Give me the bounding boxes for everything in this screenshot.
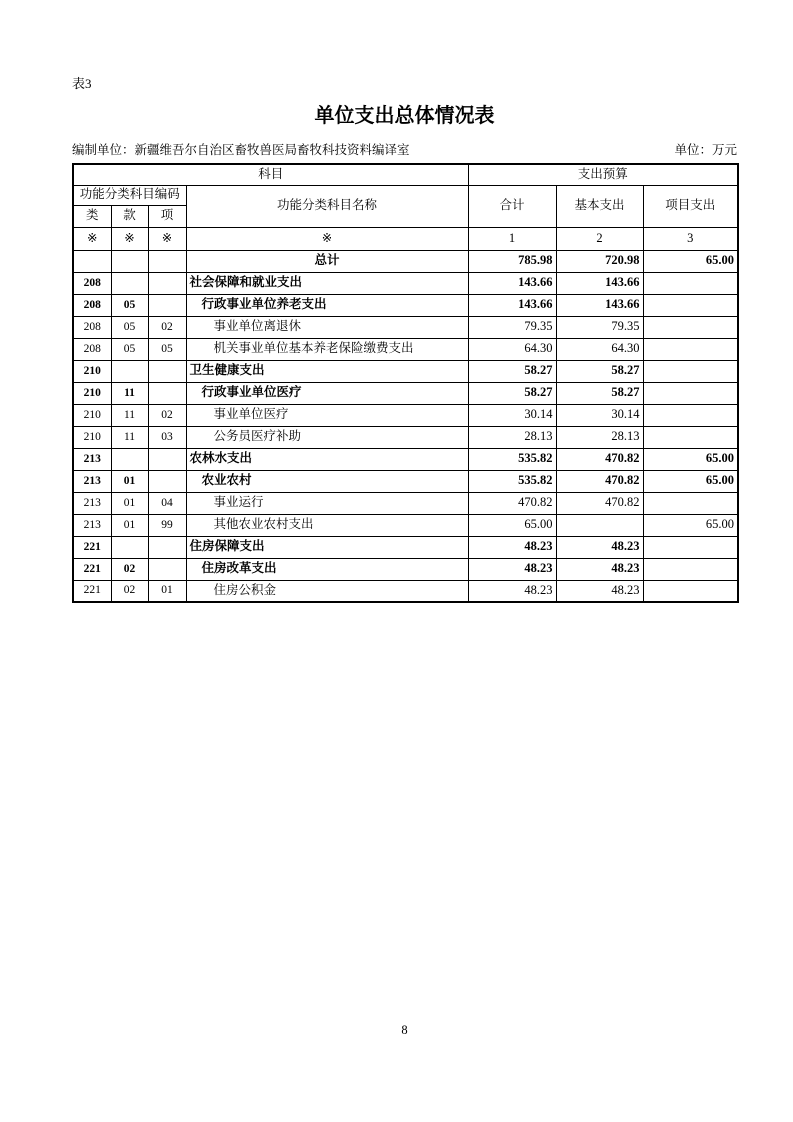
project-expense-cell — [643, 580, 738, 602]
total-amount-cell: 28.13 — [468, 426, 556, 448]
budget-group-header: 支出预算 — [468, 164, 738, 185]
basic-expense-cell: 143.66 — [556, 272, 643, 294]
total-number-cell: 1 — [468, 227, 556, 250]
project-expense-cell — [643, 536, 738, 558]
table-row — [73, 272, 738, 294]
document-content — [72, 0, 737, 1037]
basic-expense-cell: 64.30 — [556, 338, 643, 360]
table-row — [73, 382, 738, 404]
item-column-header: 项 — [148, 205, 186, 227]
total-amount-cell: 65.00 — [468, 514, 556, 536]
class-mark-cell: ※ — [73, 227, 111, 250]
section-code-cell: 11 — [111, 426, 148, 448]
basic-expense-cell: 58.27 — [556, 382, 643, 404]
subject-name-cell: 行政事业单位医疗 — [186, 382, 468, 404]
subject-name-cell: 住房公积金 — [186, 580, 468, 602]
item-code-cell: 05 — [148, 338, 186, 360]
class-code-cell: 208 — [73, 316, 111, 338]
item-code-cell: 01 — [148, 580, 186, 602]
item-mark-cell: ※ — [148, 227, 186, 250]
project-expense-cell — [643, 558, 738, 580]
item-code-cell: 02 — [148, 316, 186, 338]
class-code-cell: 213 — [73, 514, 111, 536]
basic-expense-cell: 48.23 — [556, 558, 643, 580]
section-code-cell: 02 — [111, 558, 148, 580]
basic-expense-cell: 30.14 — [556, 404, 643, 426]
item-code-cell — [148, 448, 186, 470]
table-row — [73, 338, 738, 360]
project-expense-cell: 65.00 — [643, 470, 738, 492]
subject-name-cell: 事业运行 — [186, 492, 468, 514]
class-code-cell: 213 — [73, 492, 111, 514]
subject-name-cell: 住房改革支出 — [186, 558, 468, 580]
class-code-cell: 210 — [73, 360, 111, 382]
item-code-cell: 03 — [148, 426, 186, 448]
section-code-cell: 05 — [111, 338, 148, 360]
unit-label: 单位：万元 — [674, 143, 737, 157]
total-amount-cell: 58.27 — [468, 360, 556, 382]
basic-expense-cell: 28.13 — [556, 426, 643, 448]
class-code-cell: 210 — [73, 404, 111, 426]
table-row — [73, 250, 738, 272]
subject-name-cell: 行政事业单位养老支出 — [186, 294, 468, 316]
class-code-cell: 208 — [73, 294, 111, 316]
name-column-header: 功能分类科目名称 — [186, 185, 468, 227]
project-expense-cell — [643, 316, 738, 338]
class-code-cell: 213 — [73, 470, 111, 492]
class-code-cell: 210 — [73, 426, 111, 448]
project-expense-cell: 65.00 — [643, 514, 738, 536]
section-mark-cell: ※ — [111, 227, 148, 250]
class-code-cell: 208 — [73, 338, 111, 360]
table-row — [73, 514, 738, 536]
section-column-header: 款 — [111, 205, 148, 227]
item-code-cell: 99 — [148, 514, 186, 536]
class-code-cell: 210 — [73, 382, 111, 404]
section-code-cell: 11 — [111, 404, 148, 426]
section-code-cell: 05 — [111, 294, 148, 316]
project-expense-cell — [643, 294, 738, 316]
subject-name-cell: 事业单位离退休 — [186, 316, 468, 338]
project-expense-cell — [643, 338, 738, 360]
project-number-cell: 3 — [643, 227, 738, 250]
total-column-header: 合计 — [468, 185, 556, 227]
class-column-header: 类 — [73, 205, 111, 227]
page-title: 单位支出总体情况表 — [314, 105, 495, 127]
total-amount-cell: 143.66 — [468, 294, 556, 316]
total-amount-cell: 58.27 — [468, 382, 556, 404]
section-code-cell: 11 — [111, 382, 148, 404]
class-code-cell: 208 — [73, 272, 111, 294]
subject-name-cell: 社会保障和就业支出 — [186, 272, 468, 294]
class-code-cell — [73, 250, 111, 272]
table-row — [73, 536, 738, 558]
total-amount-cell: 470.82 — [468, 492, 556, 514]
table-number-label: 表3 — [72, 76, 92, 91]
item-code-cell: 04 — [148, 492, 186, 514]
prepared-by-label: 编制单位：新疆维吾尔自治区畜牧兽医局畜牧科技资料编译室 — [72, 143, 410, 157]
item-code-cell — [148, 250, 186, 272]
page-number: 8 — [401, 1023, 408, 1037]
project-expense-cell — [643, 360, 738, 382]
project-expense-cell — [643, 426, 738, 448]
project-expense-cell — [643, 404, 738, 426]
header-row-marks — [73, 227, 738, 250]
basic-expense-cell: 720.98 — [556, 250, 643, 272]
basic-expense-cell: 470.82 — [556, 470, 643, 492]
total-amount-cell: 143.66 — [468, 272, 556, 294]
item-code-cell — [148, 360, 186, 382]
header-row-groups — [73, 164, 738, 185]
project-expense-cell — [643, 272, 738, 294]
subject-name-cell: 卫生健康支出 — [186, 360, 468, 382]
item-code-cell — [148, 536, 186, 558]
item-code-cell: 02 — [148, 404, 186, 426]
subject-name-cell: 农林水支出 — [186, 448, 468, 470]
section-code-cell: 01 — [111, 470, 148, 492]
project-column-header: 项目支出 — [643, 185, 738, 227]
section-code-cell — [111, 360, 148, 382]
total-amount-cell: 79.35 — [468, 316, 556, 338]
section-code-cell — [111, 448, 148, 470]
project-expense-cell: 65.00 — [643, 448, 738, 470]
basic-expense-cell: 48.23 — [556, 536, 643, 558]
section-code-cell: 01 — [111, 514, 148, 536]
table-body — [73, 250, 738, 602]
section-code-cell — [111, 272, 148, 294]
section-code-cell — [111, 250, 148, 272]
name-mark-cell: ※ — [186, 227, 468, 250]
basic-expense-cell: 143.66 — [556, 294, 643, 316]
basic-expense-cell — [556, 514, 643, 536]
table-row — [73, 426, 738, 448]
code-group-header: 功能分类科目编码 — [73, 185, 186, 205]
basic-column-header: 基本支出 — [556, 185, 643, 227]
table-row — [73, 580, 738, 602]
subject-name-cell: 其他农业农村支出 — [186, 514, 468, 536]
class-code-cell: 221 — [73, 580, 111, 602]
total-amount-cell: 535.82 — [468, 470, 556, 492]
basic-expense-cell: 470.82 — [556, 492, 643, 514]
item-code-cell — [148, 382, 186, 404]
item-code-cell — [148, 558, 186, 580]
subject-name-cell: 农业农村 — [186, 470, 468, 492]
header-row-columns — [73, 185, 738, 205]
total-amount-cell: 48.23 — [468, 558, 556, 580]
basic-expense-cell: 470.82 — [556, 448, 643, 470]
total-amount-cell: 30.14 — [468, 404, 556, 426]
table-row — [73, 448, 738, 470]
expenditure-table — [72, 163, 739, 603]
info-line — [72, 143, 737, 158]
project-expense-cell — [643, 492, 738, 514]
subject-name-cell: 机关事业单位基本养老保险缴费支出 — [186, 338, 468, 360]
table-row — [73, 404, 738, 426]
table-row — [73, 294, 738, 316]
table-row — [73, 470, 738, 492]
class-code-cell: 221 — [73, 558, 111, 580]
table-row — [73, 492, 738, 514]
total-amount-cell: 64.30 — [468, 338, 556, 360]
subject-name-cell: 公务员医疗补助 — [186, 426, 468, 448]
basic-expense-cell: 79.35 — [556, 316, 643, 338]
class-code-cell: 213 — [73, 448, 111, 470]
item-code-cell — [148, 294, 186, 316]
total-amount-cell: 785.98 — [468, 250, 556, 272]
basic-number-cell: 2 — [556, 227, 643, 250]
item-code-cell — [148, 272, 186, 294]
section-code-cell — [111, 536, 148, 558]
section-code-cell: 02 — [111, 580, 148, 602]
class-code-cell: 221 — [73, 536, 111, 558]
section-code-cell: 01 — [111, 492, 148, 514]
project-expense-cell — [643, 382, 738, 404]
basic-expense-cell: 58.27 — [556, 360, 643, 382]
item-code-cell — [148, 470, 186, 492]
table-row — [73, 360, 738, 382]
section-code-cell: 05 — [111, 316, 148, 338]
total-amount-cell: 535.82 — [468, 448, 556, 470]
subject-name-cell: 住房保障支出 — [186, 536, 468, 558]
subject-name-cell: 总计 — [186, 250, 468, 272]
table-row — [73, 316, 738, 338]
table-row — [73, 558, 738, 580]
total-amount-cell: 48.23 — [468, 580, 556, 602]
basic-expense-cell: 48.23 — [556, 580, 643, 602]
subject-group-header: 科目 — [73, 164, 468, 185]
total-amount-cell: 48.23 — [468, 536, 556, 558]
subject-name-cell: 事业单位医疗 — [186, 404, 468, 426]
project-expense-cell: 65.00 — [643, 250, 738, 272]
